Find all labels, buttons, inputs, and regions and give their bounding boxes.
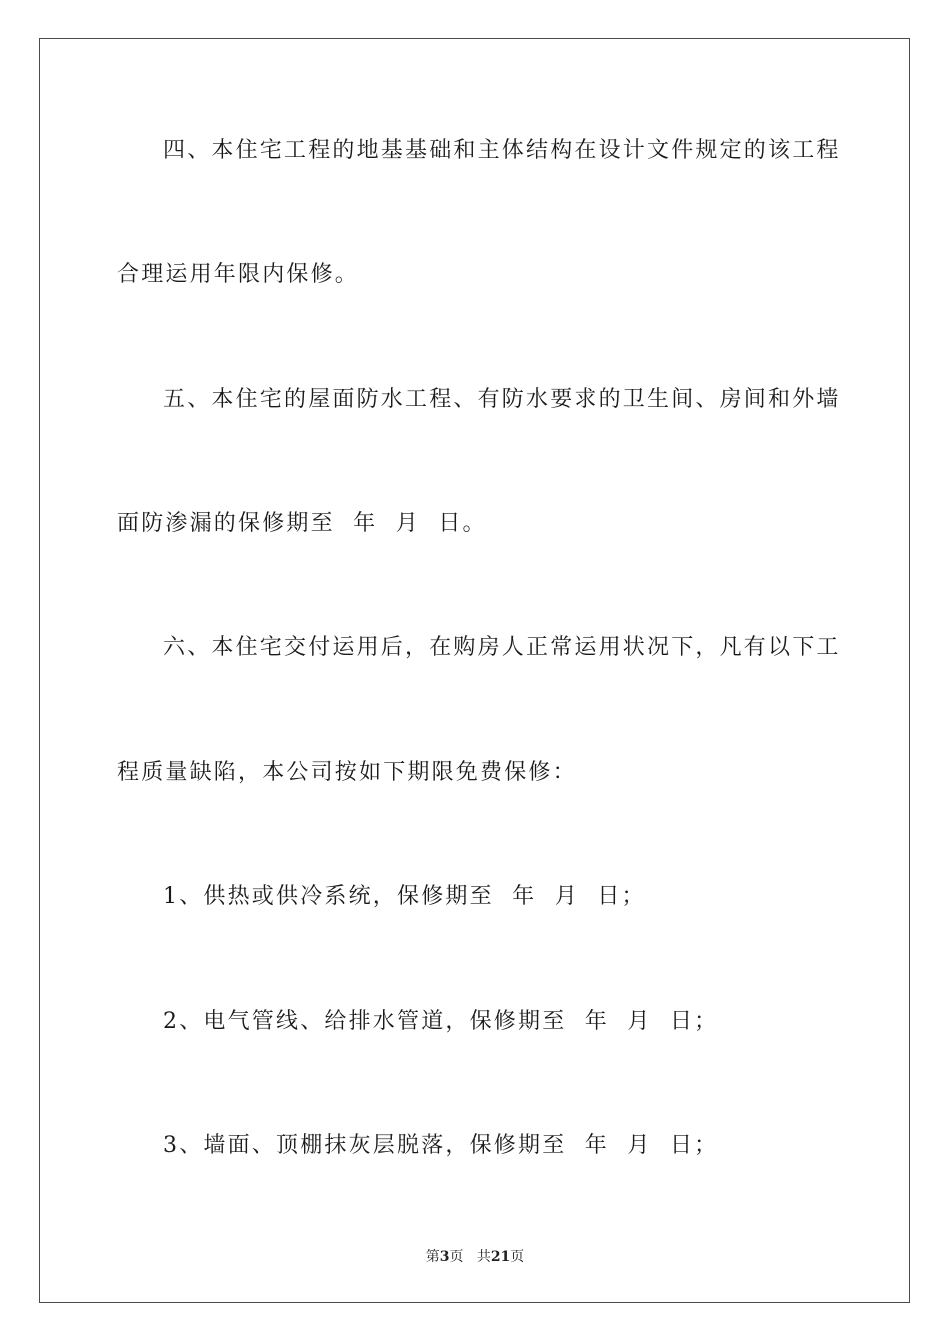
page-number: 3 xyxy=(439,1249,450,1265)
paragraph-line: 程质量缺陷，本公司按如下期限免费保修： xyxy=(117,760,577,785)
total-pages: 21 xyxy=(490,1249,511,1265)
page-prefix: 第 xyxy=(425,1249,440,1265)
total-suffix: 页 xyxy=(510,1249,525,1265)
paragraph-line: 六、本住宅交付运用后，在购房人正常运用状况下，凡有以下工 xyxy=(163,635,841,660)
list-item: 3、墙面、顶棚抹灰层脱落，保修期至 年 月 日； xyxy=(163,1133,719,1158)
paragraph-line: 面防渗漏的保修期至 年 月 日。 xyxy=(117,511,487,536)
page-border xyxy=(39,38,910,1303)
total-prefix: 共 xyxy=(476,1249,491,1265)
page-suffix: 页 xyxy=(449,1249,464,1265)
page-footer xyxy=(0,1247,950,1267)
list-item: 1、供热或供冷系统，保修期至 年 月 日； xyxy=(163,884,646,909)
paragraph-line: 五、本住宅的屋面防水工程、有防水要求的卫生间、房间和外墙 xyxy=(163,387,841,412)
paragraph-line: 合理运用年限内保修。 xyxy=(117,262,360,287)
paragraph-line: 四、本住宅工程的地基基础和主体结构在设计文件规定的该工程 xyxy=(163,138,841,163)
list-item: 2、电气管线、给排水管道，保修期至 年 月 日； xyxy=(163,1009,719,1034)
